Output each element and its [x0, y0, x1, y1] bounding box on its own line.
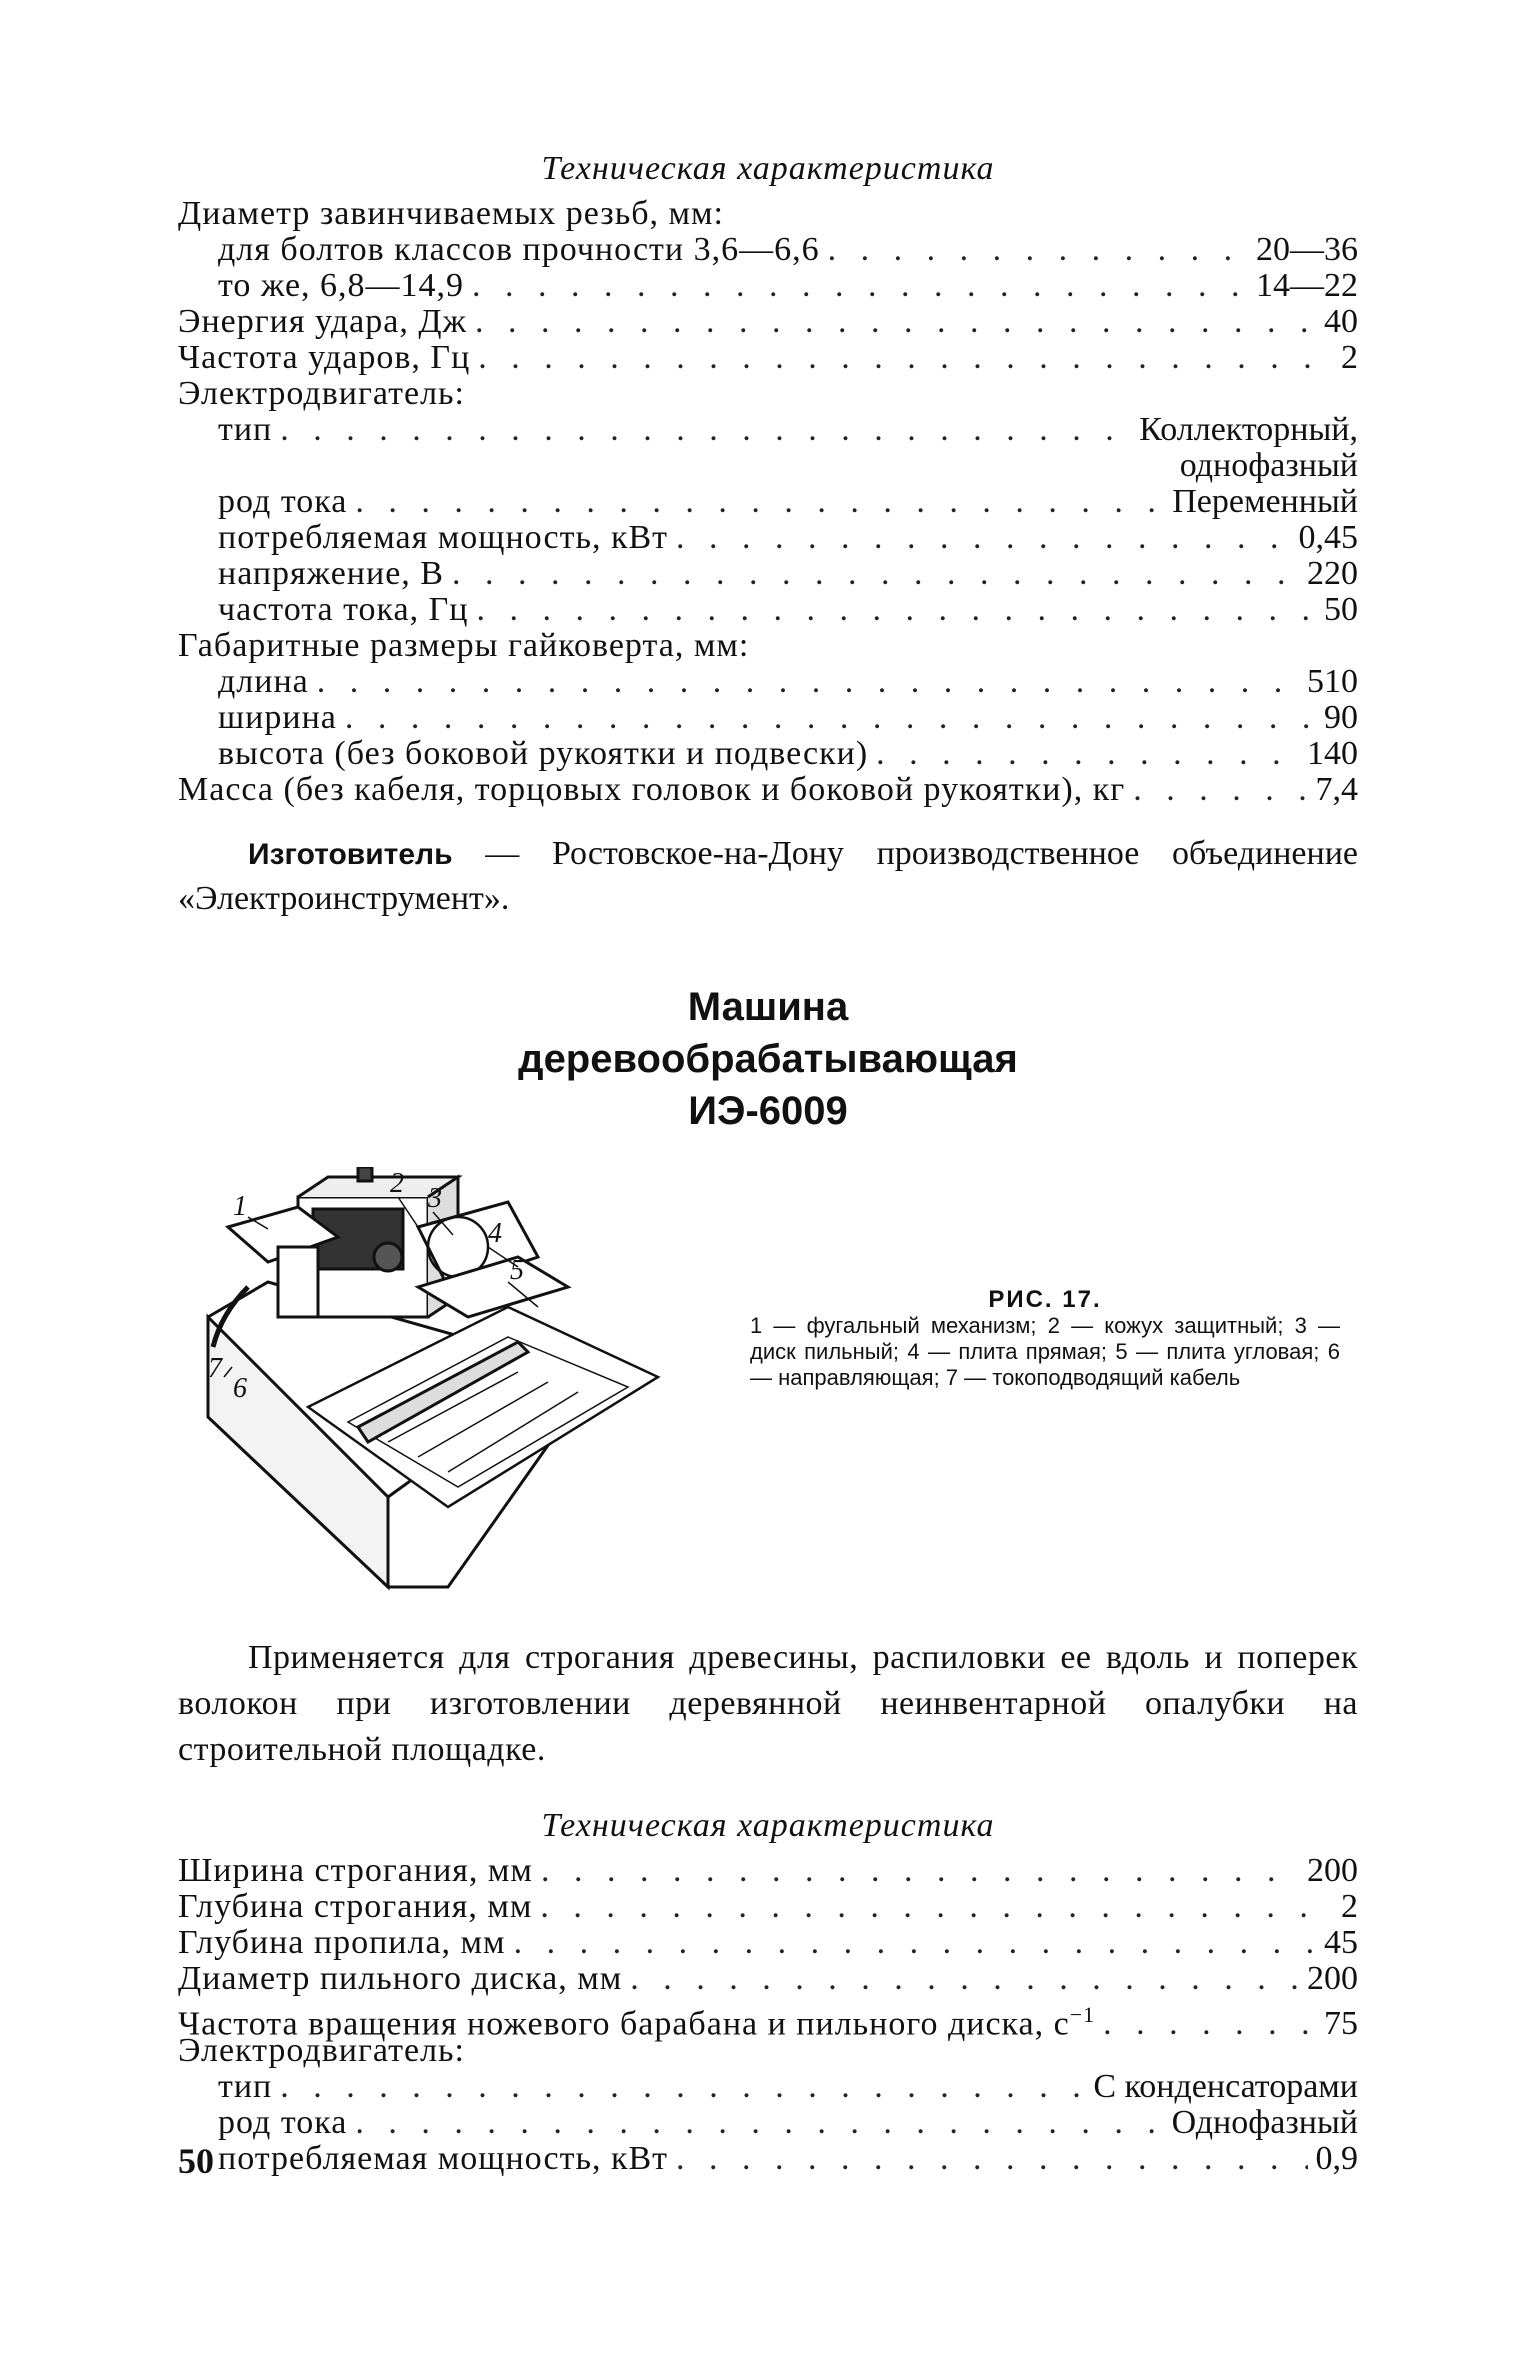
figure-callout: 1 [233, 1191, 247, 1222]
spec-row: Глубина пропила, мм . . . 45 [178, 1925, 1358, 1961]
spec-row: Энергия удара, Дж . . . 40 [178, 304, 1358, 340]
spec-header: Диаметр завинчиваемых резьб, мм: [178, 195, 724, 232]
usage-paragraph: Применяется для строгания древесины, распиловки ее вдоль и поперек волокон при изготовлении деревянной неинвентарной опалубки на строительной площадке. [178, 1639, 1358, 1768]
spec-row-continuation: однофазный [1179, 447, 1358, 484]
spec-row: род тока . . . Однофазный [178, 2105, 1358, 2141]
spec-title: Техническая характеристика [541, 1807, 995, 1844]
figure-callout: 5 [510, 1255, 524, 1286]
spec-header: Электродвигатель: [178, 375, 465, 412]
figure-callout: 3 [428, 1183, 442, 1214]
machine-illustration [188, 1167, 748, 1597]
figure-callout: 2 [390, 1168, 404, 1199]
spec-header: Электродвигатель: [178, 2032, 465, 2069]
spec-row: для болтов классов прочности 3,6—6,6 . . . 20—36 [178, 232, 1358, 268]
spec-row: то же, 6,8—14,9 . . . 14—22 [178, 268, 1358, 304]
spec-row: высота (без боковой рукоятки и подвески) . . . 140 [178, 736, 1358, 772]
figure-callout: 6 [233, 1373, 247, 1404]
figure-caption [750, 1287, 1340, 1391]
spec-row: род тока . . . Переменный [178, 484, 1358, 520]
spec-row: тип . . . Коллекторный, [178, 412, 1358, 448]
spec-row: длина . . . 510 [178, 664, 1358, 700]
manufacturer-paragraph [178, 832, 1358, 921]
spec-row: Ширина строгания, мм . . . 200 [178, 1853, 1358, 1889]
spec-header: Габаритные размеры гайковерта, мм: [178, 627, 750, 664]
spec-row: Частота вращения ножевого барабана и пильного диска, $с^{-1}$ . . . 75 [178, 1997, 1358, 2033]
manufacturer-label: Изготовитель [248, 838, 453, 871]
spec-title: Техническая характеристика [541, 150, 995, 187]
spec-row: потребляемая мощность, кВт . . . 0,45 [178, 520, 1358, 556]
figure-caption-text: 1 — фугальный механизм; 2 — кожух защитный; 3 — диск пильный; 4 — плита прямая; 5 — плита угловая; 6 — направляющая; 7 — токоподводящий кабель [750, 1313, 1340, 1390]
figure-block [178, 1167, 1358, 1607]
manufacturer-text: — Ростовское-на-Дону производственное объединение «Электроинструмент». [178, 835, 1358, 917]
spec-row: Масса (без кабеля, торцовых головок и боковой рукоятки), кг . . . 7,4 [178, 772, 1358, 808]
figure-callout: 4 [488, 1218, 502, 1249]
figure-label: РИС. 17. [988, 1286, 1102, 1313]
spec-row: тип . . . С конденсаторами [178, 2069, 1358, 2105]
spec-row: Частота ударов, Гц . . . 2 [178, 340, 1358, 376]
spec-row: частота тока, Гц . . . 50 [178, 592, 1358, 628]
spec-row: напряжение, В . . . 220 [178, 556, 1358, 592]
spec-row: потребляемая мощность, кВт . . . 0,9 [178, 2141, 1358, 2177]
page-content [178, 150, 1358, 2177]
section-title: Машина деревообрабатывающая ИЭ-6009 [518, 985, 1018, 1133]
figure-callout: 7 [208, 1353, 222, 1384]
spec-row: Диаметр пильного диска, мм . . . 200 [178, 1961, 1358, 1997]
page-number: 50 [178, 2141, 214, 2181]
spec-row: ширина . . . 90 [178, 700, 1358, 736]
spec-row: Глубина строгания, мм . . . 2 [178, 1889, 1358, 1925]
